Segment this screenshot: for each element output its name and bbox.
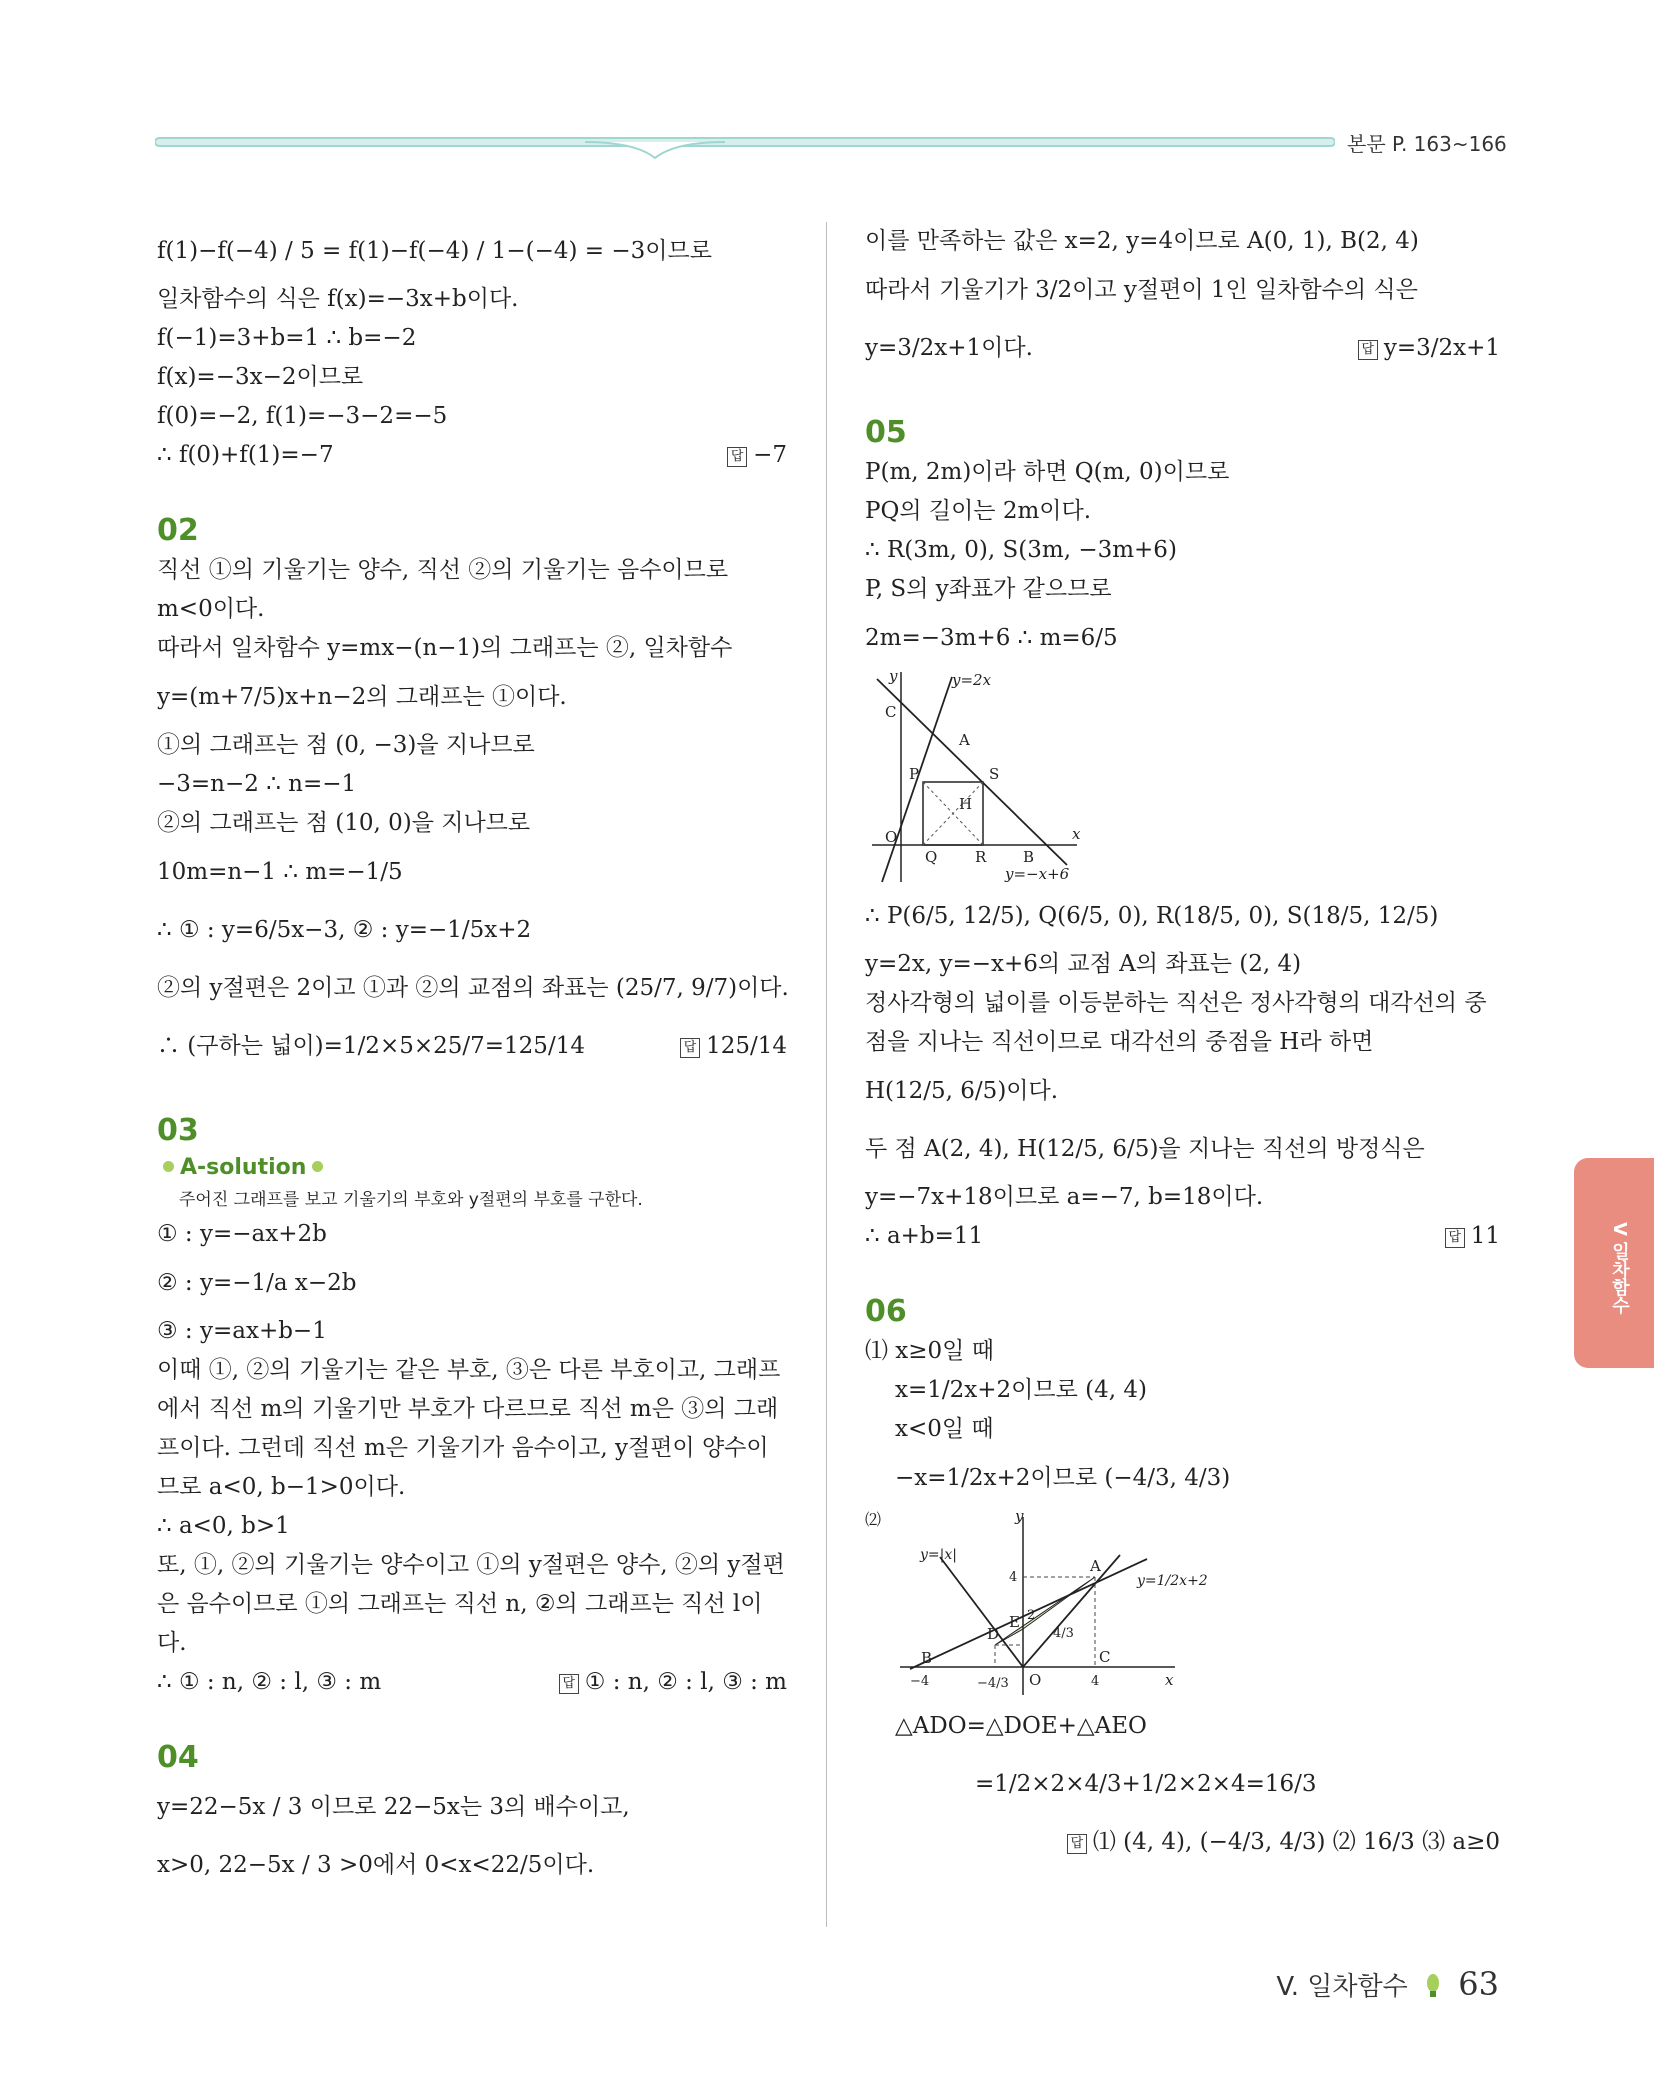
text-line: f(1)−f(−4) / 5 = f(1)−f(−4) / 1−(−4) = −3이므로 [157, 238, 712, 264]
graph-label-y-abs-x: y=|x| [920, 1547, 957, 1563]
text-line: 프이다. 그런데 직선 m은 기울기가 음수이고, y절편이 양수이 [157, 1435, 769, 1461]
bullet-dot-icon [312, 1161, 323, 1172]
text-line: f(0)=−2, f(1)=−3−2=−5 [157, 403, 448, 429]
answer-02 [680, 1017, 787, 1075]
text-line: 따라서 기울기가 3/2이고 y절편이 1인 일차함수의 식은 [865, 277, 1418, 303]
text-line: −x=1/2x+2이므로 (−4/3, 4/3) [895, 1465, 1231, 1491]
problem-number-06: 06 [865, 1294, 907, 1329]
point-label-e: E [1009, 1613, 1020, 1631]
text-line [157, 436, 787, 475]
text-line: 에서 직선 m의 기울기만 부호가 다르므로 직선 m은 ③의 그래 [157, 1396, 779, 1422]
solution-06 [865, 1332, 1500, 1871]
text-line: y=22−5x / 3 이므로 22−5x는 3의 배수이고, [157, 1794, 630, 1820]
tick-label-neg-4-3: −4/3 [977, 1676, 1009, 1691]
text-line: 따라서 일차함수 y=mx−(n−1)의 그래프는 ②, 일차함수 [157, 635, 733, 661]
solution-01-tail [157, 222, 787, 475]
text-line: △ADO=△DOE+△AEO [895, 1713, 1147, 1739]
solution-05 [865, 453, 1500, 1256]
text-line: 은 음수이므로 ①의 그래프는 직선 n, ②의 그래프는 직선 l이 [157, 1591, 763, 1617]
axis-label-y: y [1015, 1507, 1024, 1525]
text-line: y=(m+7/5)x+n−2의 그래프는 ①이다. [157, 684, 567, 710]
text-line: PQ의 길이는 2m이다. [865, 498, 1092, 524]
axis-label-y: y [889, 667, 898, 685]
text-line: m<0이다. [157, 596, 265, 622]
tick-label-4-3: 4/3 [1053, 1626, 1074, 1641]
tick-label-2: 2 [1027, 1608, 1036, 1623]
text-line: 이때 ①, ②의 기울기는 같은 부호, ③은 다른 부호이고, 그래프 [157, 1357, 781, 1383]
figure-tag: ⑵ [865, 1510, 882, 1529]
problem-number-05: 05 [865, 415, 907, 450]
text-line: ② : y=−1/a x−2b [157, 1270, 357, 1296]
answer-mark: 답 [559, 1674, 579, 1694]
solution-04-cont [865, 222, 1500, 377]
a-solution-title [157, 1151, 787, 1185]
line-label-y-half-x-2: y=1/2x+2 [1137, 1573, 1208, 1589]
answer-value: 125/14 [706, 1033, 787, 1059]
solution-04 [157, 1778, 787, 1894]
point-label-d: D [987, 1625, 1000, 1643]
right-column [865, 222, 1500, 1871]
side-tab-label: V 일차함수 [1609, 1221, 1630, 1315]
text-line: f(−1)=3+b=1 ∴ b=−2 [157, 325, 417, 351]
text-line: =1/2×2×4/3+1/2×2×4=16/3 [975, 1771, 1317, 1797]
text-line: P(m, 2m)이라 하면 Q(m, 0)이므로 [865, 459, 1230, 485]
text-line: ①의 그래프는 점 (0, −3)을 지나므로 [157, 732, 535, 758]
page-footer [1276, 1965, 1499, 2003]
answer-mark: 답 [1067, 1834, 1087, 1854]
text-line: 정사각형의 넓이를 이등분하는 직선은 정사각형의 대각선의 중 [865, 990, 1487, 1016]
left-column [157, 222, 787, 1894]
answer-mark: 답 [727, 447, 747, 467]
point-label-c: C [1099, 1648, 1111, 1666]
origin-label: O [885, 828, 898, 846]
footer-chapter: V. 일차함수 [1276, 1972, 1408, 2002]
solution-03 [157, 1215, 787, 1702]
answer-value: ⑴ (4, 4), (−4/3, 4/3) ⑵ 16/3 ⑶ a≥0 [1092, 1829, 1500, 1855]
chapter-side-tab [1574, 1158, 1654, 1368]
text-line-content: ∴ (구하는 넓이)=1/2×5×25/7=125/14 [157, 1033, 585, 1059]
point-label-a: A [1090, 1557, 1101, 1575]
bulb-icon [1424, 1973, 1442, 1999]
text-line: 10m=n−1 ∴ m=−1/5 [157, 859, 403, 885]
point-label-b: B [1023, 848, 1035, 866]
text-line: y=−7x+18이므로 a=−7, b=18이다. [865, 1184, 1264, 1210]
point-label-p: P [909, 765, 920, 783]
text-line: 일차함수의 식은 f(x)=−3x+b이다. [157, 286, 519, 312]
text-line: f(x)=−3x−2이므로 [157, 364, 364, 390]
text-line [157, 1663, 787, 1702]
line-label-y-2x: y=2x [952, 671, 992, 689]
point-label-a: A [959, 731, 970, 749]
text-line: 점을 지나는 직선이므로 대각선의 중점을 H라 하면 [865, 1029, 1374, 1055]
text-line: ∴ ① : y=6/5x−3, ② : y=−1/5x+2 [157, 917, 532, 943]
text-line: ⑴ x≥0일 때 [865, 1338, 994, 1364]
shaded-triangle-ado [995, 1577, 1095, 1645]
a-solution-text: 주어진 그래프를 보고 기울기의 부호와 y절편의 부호를 구한다. [179, 1190, 643, 1210]
point-label-h: H [959, 795, 973, 813]
answer-03 [559, 1663, 787, 1702]
tick-label-x-4: 4 [1091, 1674, 1100, 1689]
origin-label: O [1029, 1671, 1042, 1689]
answer-mark: 답 [1445, 1228, 1465, 1248]
answer-04 [1358, 319, 1500, 377]
axis-label-x: x [1072, 825, 1081, 843]
text-line: 다. [157, 1630, 187, 1656]
text-line: y=2x, y=−x+6의 교점 A의 좌표는 (2, 4) [865, 951, 1302, 977]
page-reference: 본문 P. 163~166 [1347, 132, 1507, 156]
axis-label-x: x [1165, 1671, 1174, 1689]
problem-number-04: 04 [157, 1740, 199, 1775]
text-line: P, S의 y좌표가 같으므로 [865, 576, 1112, 602]
text-line [865, 319, 1500, 377]
a-solution-label: A-solution [180, 1155, 307, 1180]
point-label-q: Q [925, 848, 938, 866]
point-label-c: C [885, 703, 897, 721]
text-line: 므로 a<0, b−1>0이다. [157, 1474, 406, 1500]
text-line: −3=n−2 ∴ n=−1 [157, 771, 357, 797]
text-line-content: ∴ a+b=11 [865, 1223, 984, 1249]
tick-label-4: 4 [1009, 1570, 1018, 1585]
line-y-neg-x-6 [877, 679, 1067, 865]
text-line: 두 점 A(2, 4), H(12/5, 6/5)을 지나는 직선의 방정식은 [865, 1136, 1425, 1162]
text-line: ③ : y=ax+b−1 [157, 1318, 327, 1344]
line-label-y-neg-x-6: y=−x+6 [1005, 865, 1070, 883]
text-line: H(12/5, 6/5)이다. [865, 1078, 1059, 1104]
answer-value: −7 [753, 442, 787, 468]
answer-value: 11 [1470, 1223, 1500, 1249]
text-line: x<0일 때 [895, 1416, 994, 1442]
solution-02 [157, 551, 787, 1075]
text-line: 2m=−3m+6 ∴ m=6/5 [865, 625, 1118, 651]
point-label-b: B [921, 1649, 933, 1667]
text-line: ∴ P(6/5, 12/5), Q(6/5, 0), R(18/5, 0), S(18/5, 12/5) [865, 903, 1439, 929]
figure-06-graph [865, 1507, 1245, 1697]
figure-05-graph [867, 667, 1087, 887]
bullet-dot-icon [163, 1161, 174, 1172]
problem-number-03: 03 [157, 1113, 199, 1148]
problem-number-02: 02 [157, 513, 199, 548]
header-rule [155, 132, 1335, 162]
text-line [865, 1217, 1500, 1256]
answer-value: y=3/2x+1 [1383, 335, 1500, 361]
text-line: x>0, 22−5x / 3 >0에서 0<x<22/5이다. [157, 1852, 595, 1878]
text-line: ∴ a<0, b>1 [157, 1513, 290, 1539]
text-line: ∴ R(3m, 0), S(3m, −3m+6) [865, 537, 1177, 563]
answer-06 [1067, 1813, 1500, 1871]
column-divider [826, 222, 827, 1927]
text-line: ②의 그래프는 점 (10, 0)을 지나므로 [157, 810, 531, 836]
point-label-s: S [989, 765, 1000, 783]
text-line: 직선 ①의 기울기는 양수, 직선 ②의 기울기는 음수이므로 [157, 557, 729, 583]
text-line [865, 1813, 1500, 1871]
text-line: ① : y=−ax+2b [157, 1221, 327, 1247]
answer-mark: 답 [680, 1038, 700, 1058]
text-line: 또, ①, ②의 기울기는 양수이고 ①의 y절편은 양수, ②의 y절편 [157, 1552, 785, 1578]
text-line: 이를 만족하는 값은 x=2, y=4이므로 A(0, 1), B(2, 4) [865, 228, 1419, 254]
answer-05 [1445, 1217, 1500, 1256]
page-number: 63 [1458, 1965, 1499, 2003]
text-line-content: ∴ f(0)+f(1)=−7 [157, 442, 334, 468]
text-line-content: y=3/2x+1이다. [865, 335, 1033, 361]
answer-value: ① : n, ② : l, ③ : m [584, 1669, 787, 1695]
text-line [157, 1017, 787, 1075]
answer-mark: 답 [1358, 340, 1378, 360]
text-line: ②의 y절편은 2이고 ①과 ②의 교점의 좌표는 (25/7, 9/7)이다. [157, 975, 789, 1001]
text-line: x=1/2x+2이므로 (4, 4) [895, 1377, 1147, 1403]
tick-label-neg-4: −4 [910, 1674, 930, 1689]
answer-01 [727, 436, 787, 475]
point-label-r: R [975, 848, 987, 866]
text-line-content: ∴ ① : n, ② : l, ③ : m [157, 1669, 382, 1695]
